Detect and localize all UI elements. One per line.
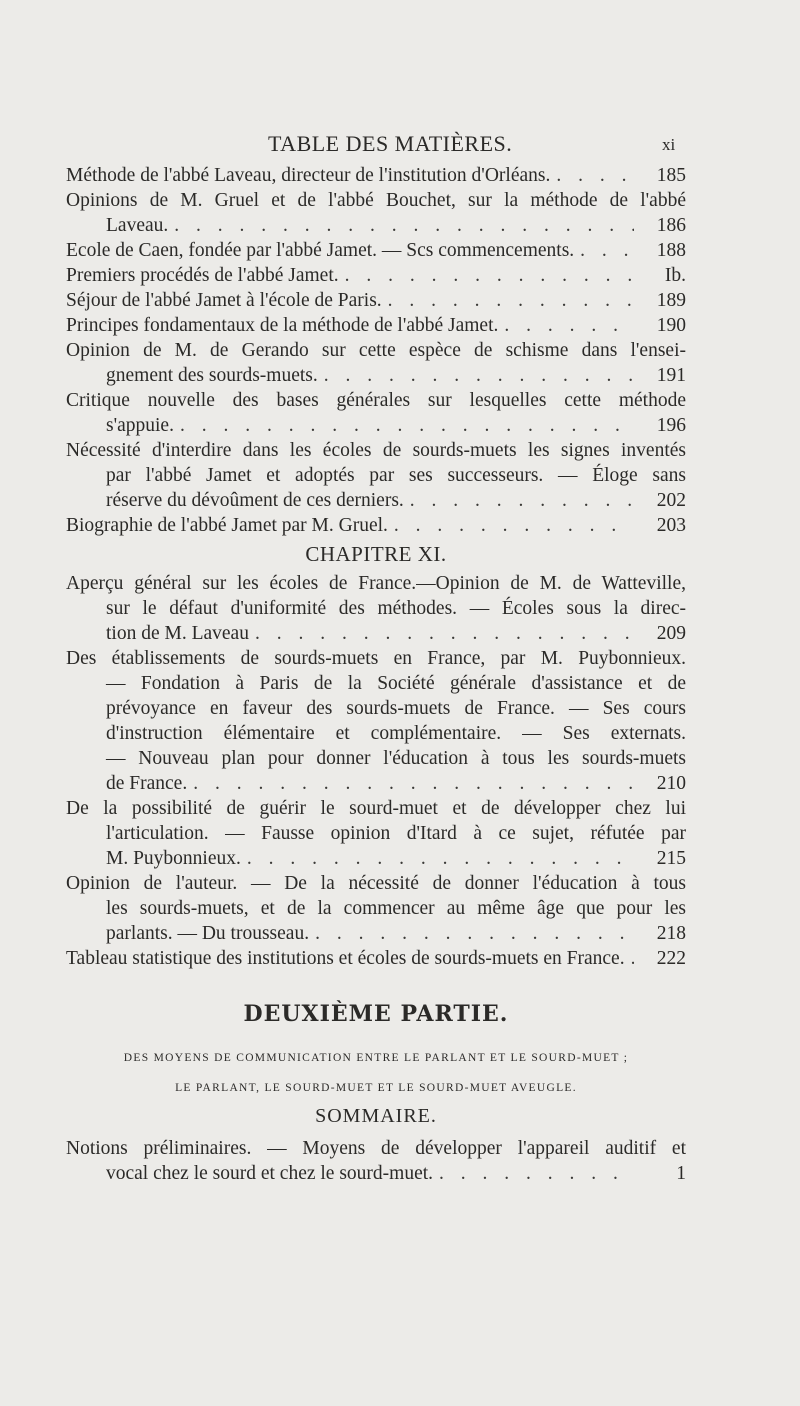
toc-entry (66, 238, 686, 263)
toc-entry (66, 163, 686, 188)
toc-entry (66, 513, 686, 538)
toc-entry-lastline (66, 238, 686, 263)
part-subtitle-1: DES MOYENS DE COMMUNICATION ENTRE LE PARLANT ET LE SOURD-MUET ; (123, 1052, 629, 1064)
toc-page-number: 218 (656, 923, 686, 944)
toc-entry-lastline (66, 946, 686, 971)
toc-entry-line: Critique nouvelle des bases générales sur lesquelles cette méthode (66, 390, 686, 411)
toc-entry-line: Nécessité d'interdire dans les écoles de sourds-muets les signes inventés (66, 440, 686, 461)
toc-entry-line: parlants. — Du trousseau. (106, 923, 310, 944)
dot-leader (193, 771, 634, 796)
page-title: TABLE DES MATIÈRES. (268, 131, 513, 156)
toc-entry-lastline (66, 488, 686, 513)
dot-leader (180, 413, 634, 438)
dot-leader (315, 921, 634, 946)
toc-page-number: 190 (656, 315, 686, 336)
toc-entry-lastline (66, 363, 686, 388)
dot-leader (174, 213, 634, 238)
toc-section-part (66, 1136, 686, 1186)
toc-entry-line: Premiers procédés de l'abbé Jamet. (66, 265, 339, 286)
toc-entry-lastline (66, 413, 686, 438)
toc-entry (66, 796, 686, 871)
dot-leader (410, 488, 634, 513)
toc-entry-lastline (66, 771, 686, 796)
toc-entry-line: par l'abbé Jamet et adoptés par ses successeurs. — Éloge sans (106, 465, 686, 486)
toc-page-number: 209 (656, 623, 686, 644)
toc-entry-lastline (66, 163, 686, 188)
toc-entry-lastline (66, 288, 686, 313)
toc-entry (66, 288, 686, 313)
dot-leader (324, 363, 634, 388)
toc-entry-lastline (66, 1161, 686, 1186)
toc-page-number: 188 (656, 240, 686, 261)
toc-section (66, 163, 686, 538)
folio: xi (662, 135, 676, 154)
toc-page-number: 203 (656, 515, 686, 536)
dot-leader (394, 513, 634, 538)
toc-entry-line: Opinion de l'auteur. — De la nécessité de donner l'éducation à tous (66, 873, 686, 894)
toc-entry-line: — Fondation à Paris de la Société générale d'assistance et de (106, 673, 686, 694)
toc-entry (66, 571, 686, 646)
dot-leader (631, 946, 634, 971)
dot-leader (439, 1161, 634, 1186)
toc-entry-line: Tableau statistique des institutions et écoles de sourds-muets en France. (66, 948, 625, 969)
table-of-contents (66, 163, 686, 1186)
toc-entry (66, 338, 686, 388)
toc-page-number: 1 (676, 1163, 686, 1184)
chapter-heading: CHAPITRE XI. (305, 542, 447, 566)
toc-entry-lastline (66, 921, 686, 946)
toc-entry-line: sur le défaut d'uniformité des méthodes. — Écoles sous la direc- (106, 598, 686, 619)
toc-entry-line: tion de M. Laveau (106, 623, 249, 644)
dot-leader (345, 263, 634, 288)
toc-entry (66, 438, 686, 513)
toc-page-number: 185 (656, 165, 686, 186)
toc-page-number: 186 (656, 215, 686, 236)
toc-entry-line: s'appuie. (106, 415, 174, 436)
toc-page-number: 215 (656, 848, 686, 869)
toc-entry (66, 313, 686, 338)
toc-entry-line: l'articulation. — Fausse opinion d'Itard à ce sujet, réfutée par (106, 823, 686, 844)
toc-entry-lastline (66, 313, 686, 338)
sommaire-heading: SOMMAIRE. (315, 1105, 437, 1127)
toc-entry-lastline (66, 213, 686, 238)
toc-page-number: 222 (656, 948, 686, 969)
toc-entry-line: Séjour de l'abbé Jamet à l'école de Paris. (66, 290, 382, 311)
toc-page-number: 202 (656, 490, 686, 511)
toc-page-number: 196 (656, 415, 686, 436)
toc-entry (66, 263, 686, 288)
toc-entry-line: M. Puybonnieux. (106, 848, 241, 869)
toc-entry-line: De la possibilité de guérir le sourd-muet et de développer chez lui (66, 798, 686, 819)
toc-entry-line: Biographie de l'abbé Jamet par M. Gruel. (66, 515, 388, 536)
toc-entry (66, 646, 686, 796)
toc-entry-line: gnement des sourds-muets. (106, 365, 318, 386)
dot-leader (556, 163, 634, 188)
dot-leader (504, 313, 634, 338)
toc-entry (66, 188, 686, 238)
toc-entry-line: de France. (106, 773, 188, 794)
toc-entry-lastline (66, 846, 686, 871)
toc-entry (66, 946, 686, 971)
toc-entry-line: les sourds-muets, et de la commencer au même âge que pour les (106, 898, 686, 919)
toc-page-number: 210 (656, 773, 686, 794)
toc-page-number: 189 (656, 290, 686, 311)
part-subtitle-2: LE PARLANT, LE SOURD-MUET ET LE SOURD-MUET AVEUGLE. (175, 1082, 577, 1094)
toc-entry (66, 871, 686, 946)
toc-entry (66, 1136, 686, 1186)
toc-entry-line: Des établissements de sourds-muets en France, par M. Puybonnieux. (66, 648, 686, 669)
dot-leader (580, 238, 634, 263)
toc-entry-line: Aperçu général sur les écoles de France.—Opinion de M. de Watteville, (66, 573, 686, 594)
toc-entry-lastline (66, 263, 686, 288)
toc-entry-line: — Nouveau plan pour donner l'éducation à tous les sourds-muets (106, 748, 686, 769)
toc-entry-lastline (66, 621, 686, 646)
dot-leader (255, 621, 634, 646)
dot-leader (247, 846, 634, 871)
toc-entry-line: Ecole de Caen, fondée par l'abbé Jamet. — Scs commencements. (66, 240, 575, 261)
toc-entry-line: Opinion de M. de Gerando sur cette espèce de schisme dans l'ensei- (66, 340, 686, 361)
dot-leader (388, 288, 634, 313)
toc-entry-lastline (66, 513, 686, 538)
toc-section-chapter (66, 571, 686, 971)
running-head (0, 131, 800, 161)
toc-entry-line: réserve du dévoûment de ces derniers. (106, 490, 404, 511)
toc-entry-line: Opinions de M. Gruel et de l'abbé Bouchet, sur la méthode de l'abbé (66, 190, 686, 211)
toc-page-number: Ib. (664, 265, 686, 286)
toc-entry (66, 388, 686, 438)
toc-entry-line: Notions préliminaires. — Moyens de développer l'appareil auditif et (66, 1138, 686, 1159)
toc-entry-line: Laveau. (106, 215, 169, 236)
toc-entry-line: Méthode de l'abbé Laveau, directeur de l'institution d'Orléans. (66, 165, 551, 186)
toc-entry-line: vocal chez le sourd et chez le sourd-muet. (106, 1163, 434, 1184)
toc-page-number: 191 (656, 365, 686, 386)
toc-entry-line: d'instruction élémentaire et complémentaire. — Ses externats. (106, 723, 686, 744)
toc-entry-line: prévoyance en faveur des sourds-muets de France. — Ses cours (106, 698, 686, 719)
toc-entry-line: Principes fondamentaux de la méthode de l'abbé Jamet. (66, 315, 499, 336)
part-title: DEUXIÈME PARTIE. (243, 1001, 509, 1027)
